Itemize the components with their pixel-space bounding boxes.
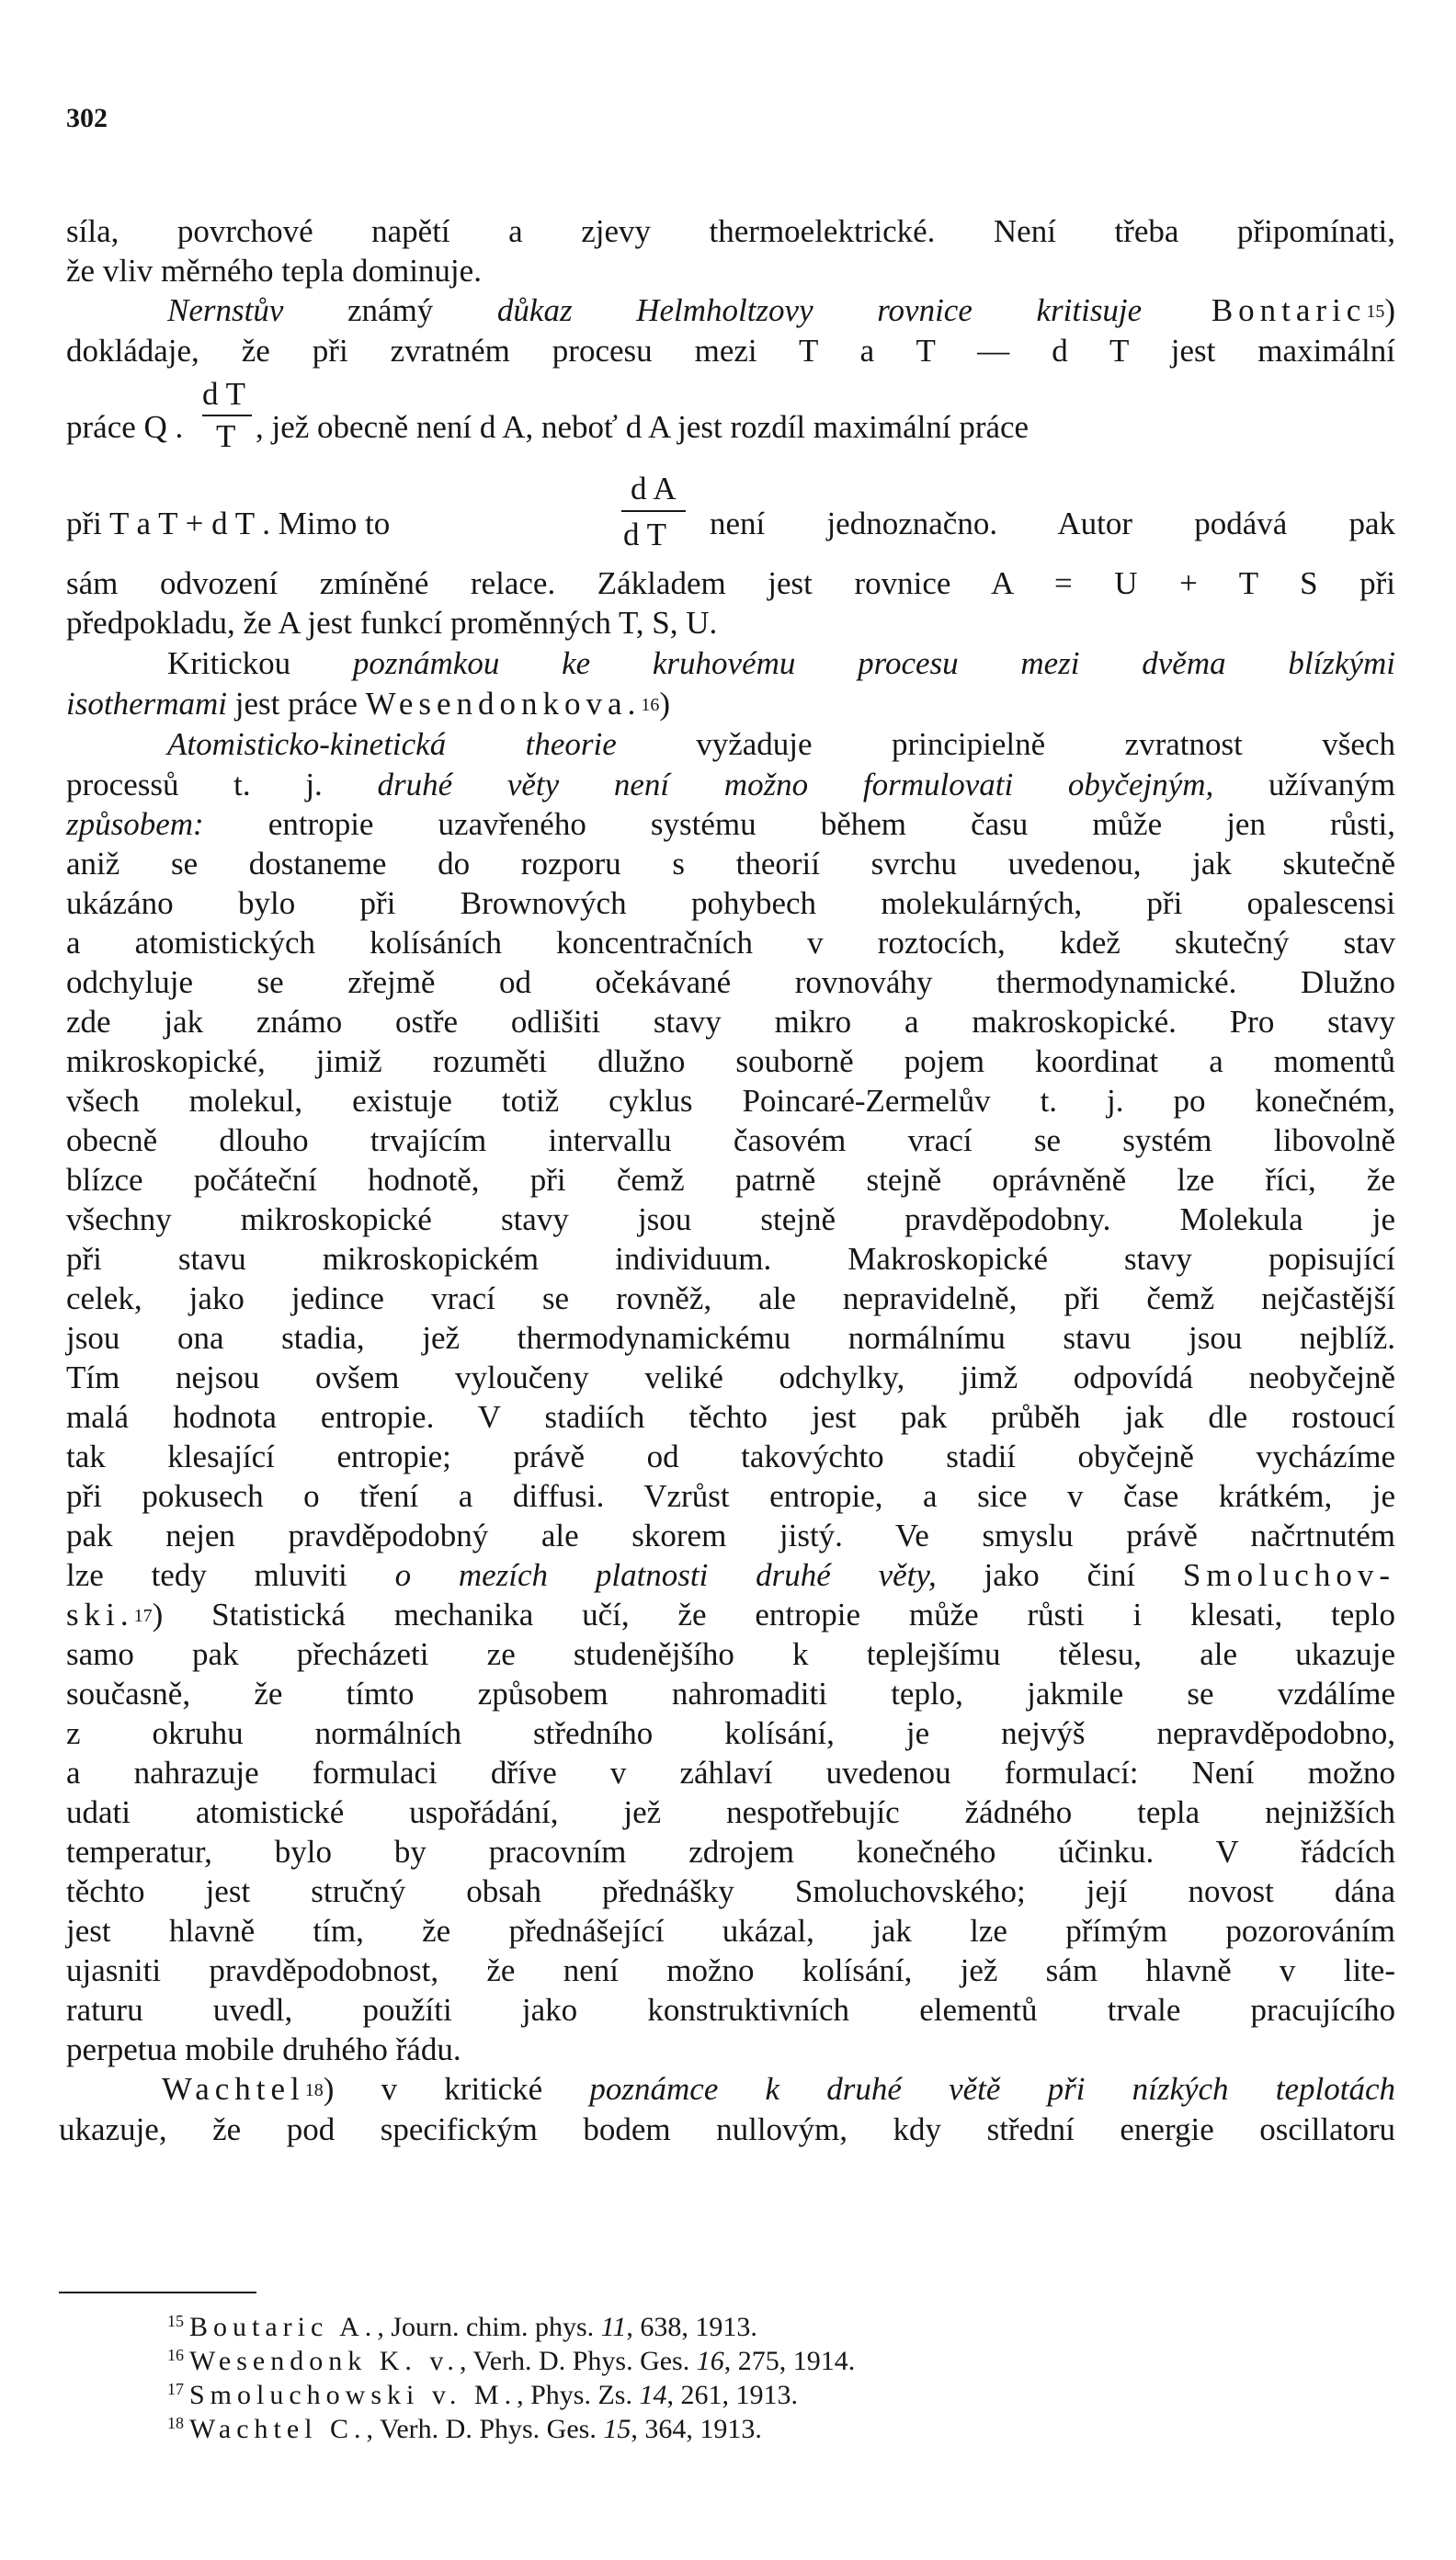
author-name: ski. — [66, 1597, 134, 1633]
footnote-source: , Phys. Zs. — [517, 2380, 640, 2410]
footnote — [167, 2413, 762, 2449]
author-name: Wachtel — [162, 2071, 305, 2107]
text-line: ukázáno bylo při Brownových pohybech molekulárných, při opalescensi — [66, 885, 1395, 921]
text-line: celek, jako jedince vrací se rovněž, ale nepravidelně, při čemž nejčastější — [66, 1280, 1395, 1316]
footnote — [167, 2311, 757, 2347]
footnote-volume: 15 — [603, 2414, 631, 2444]
text-line — [66, 767, 1395, 803]
footnote-volume: 14 — [639, 2380, 667, 2410]
emph-text: druhé věty není možno formulovati obyčejným, — [377, 767, 1214, 802]
text-line: pak nejen pravděpodobný ale skorem jistý. Ve smyslu právě načrtnutém — [66, 1518, 1395, 1553]
text-line: perpetua mobile druhého řádu. — [66, 2031, 461, 2067]
eq-text: , jež obecně není d A, neboť d A jest rozdíl maximální práce — [256, 409, 1029, 445]
text-span: užívaným — [1213, 767, 1395, 802]
footnote-pages: , 364, 1913. — [631, 2414, 762, 2444]
footnote-author: Wesendonk K. v. — [189, 2346, 460, 2376]
text-line — [66, 1557, 1395, 1594]
footnote-volume: 11 — [600, 2312, 627, 2342]
author-name: Wesendonkova. — [365, 686, 642, 722]
text-line: odchyluje se zřejmě od očekávané rovnováhy thermodynamické. Dlužno — [66, 964, 1395, 1000]
text-span: Kritickou — [167, 645, 353, 681]
text-span: ) — [659, 686, 670, 722]
author-name: Smoluchov- — [1182, 1557, 1395, 1593]
fraction-bar — [202, 415, 252, 416]
footnote — [167, 2345, 855, 2381]
text-line: z okruhu normálních středního kolísání, je nejvýš nepravděpodobno, — [66, 1715, 1395, 1751]
footnote-ref: 15 — [1366, 302, 1385, 322]
text-line: všech molekul, existuje totiž cyklus Poincaré-Zermelův t. j. po konečném, — [66, 1083, 1395, 1119]
text-line: ukazuje, že pod specifickým bodem nullovým, kdy střední energie oscillatoru — [59, 2111, 1395, 2147]
text-line: síla, povrchové napětí a zjevy thermoelektrické. Není třeba připomínati, — [66, 213, 1395, 249]
fraction-denominator: d T — [623, 517, 666, 552]
fraction-numerator: d A — [631, 471, 677, 506]
text-line: těchto jest stručný obsah přednášky Smoluchovského; její novost dána — [66, 1873, 1395, 1909]
emph-text: způsobem: — [66, 806, 204, 842]
text-line: při stavu mikroskopickém individuum. Makroskopické stavy popisující — [66, 1241, 1395, 1277]
text-line: temperatur, bylo by pracovním zdrojem konečného účinku. V řádcích — [66, 1834, 1395, 1870]
text-line: jsou ona stadia, jež thermodynamickému normálnímu stavu jsou nejblíž. — [66, 1320, 1395, 1356]
emph-text: Atomisticko-kinetická theorie — [167, 726, 617, 762]
text-span: ) — [1384, 292, 1395, 328]
text-span: vyžaduje principielně zvratnost všech — [616, 726, 1395, 762]
text-span: processů t. j. — [66, 767, 378, 802]
emph-text: důkaz Helmholtzovy rovnice kritisuje — [496, 292, 1143, 328]
text-line: Tím nejsou ovšem vyloučeny veliké odchylky, jimž odpovídá neobyčejně — [66, 1360, 1395, 1395]
text-line: při pokusech o tření a diffusi. Vzrůst entropie, a sice v čase krátkém, je — [66, 1478, 1395, 1514]
footnote-pages: , 275, 1914. — [723, 2346, 856, 2376]
fraction-numerator: d T — [202, 376, 245, 412]
footnote-number: 16 — [167, 2346, 184, 2364]
footnote-author: Boutaric A. — [189, 2312, 378, 2342]
text-span: jest práce — [227, 686, 366, 722]
text-line: že vliv měrného tepla dominuje. — [66, 253, 482, 289]
fraction-denominator: T — [216, 418, 236, 454]
text-line — [167, 645, 1395, 682]
footnote-ref: 18 — [304, 2080, 324, 2100]
emph-text: isothermami — [66, 686, 227, 722]
text-line: sám odvození zmíněné relace. Základem jest rovnice A = U + T S při — [66, 565, 1395, 601]
footnote-pages: , 638, 1913. — [626, 2312, 757, 2342]
emph-text: poznámce k druhé větě při nízkých teplotách — [589, 2071, 1395, 2107]
text-line: současně, že tímto způsobem nahromaditi teplo, jakmile se vzdálíme — [66, 1676, 1395, 1712]
text-line — [66, 806, 1395, 843]
footnote-number: 15 — [167, 2312, 184, 2330]
text-line: raturu uvedl, použíti jako konstruktivních elementů trvale pracujícího — [66, 1992, 1395, 2028]
text-line: tak klesající entropie; právě od takovýchto stadií obyčejně vycházíme — [66, 1439, 1395, 1474]
emph-text: Nernstův — [167, 292, 284, 328]
footnote-source: , Verh. D. Phys. Ges. — [366, 2414, 604, 2444]
text-line — [66, 686, 670, 722]
equation-line — [66, 372, 1395, 464]
footnote-ref: 17 — [133, 1606, 153, 1626]
text-line — [162, 2071, 1395, 2108]
footnote — [167, 2379, 798, 2415]
text-line — [66, 1597, 1395, 1633]
text-line: malá hodnota entropie. V stadiích těchto jest pak průběh jak dle rostoucí — [66, 1399, 1395, 1435]
footnote-number: 18 — [167, 2414, 184, 2432]
text-span: známý — [283, 292, 497, 328]
page-number: 302 — [66, 103, 108, 133]
text-span: ) v kritické — [323, 2071, 590, 2107]
footnote-author: Smoluchowski v. M. — [189, 2380, 518, 2410]
text-line: a atomistických kolísáních koncentračních v roztocích, kdež skutečný stav — [66, 925, 1395, 961]
text-line: dokládaje, že při zvratném procesu mezi T a T — d T jest maximální — [66, 333, 1395, 369]
fraction-bar — [621, 510, 686, 512]
footnote-divider — [59, 2292, 256, 2293]
text-line: aniž se dostaneme do rozporu s theorií svrchu uvedenou, jak skutečně — [66, 846, 1395, 882]
text-span: jako činí — [936, 1557, 1183, 1593]
footnote-volume: 16 — [696, 2346, 724, 2376]
footnote-author: Wachtel C. — [189, 2414, 367, 2444]
author-name: Bontaric — [1142, 292, 1367, 328]
text-line: samo pak přecházeti ze studenějšího k teplejšímu tělesu, ale ukazuje — [66, 1636, 1395, 1672]
footnote-ref: 16 — [641, 695, 660, 715]
emph-text: o mezích platnosti druhé věty, — [394, 1557, 937, 1593]
text-line: a nahrazuje formulaci dříve v záhlaví uvedenou formulací: Není možno — [66, 1755, 1395, 1791]
text-span: entropie uzavřeného systému během času může jen růsti, — [203, 806, 1395, 842]
text-line: obecně dlouho trvajícím intervallu časovém vrací se systém libovolně — [66, 1122, 1395, 1158]
text-span: lze tedy mluviti — [66, 1557, 395, 1593]
text-line: všechny mikroskopické stavy jsou stejně pravděpodobny. Molekula je — [66, 1201, 1395, 1237]
text-line: mikroskopické, jimiž rozuměti dlužno souborně pojem koordinat a momentů — [66, 1043, 1395, 1079]
eq-text: práce Q . — [66, 409, 184, 445]
eq-text: při T a T + d T . Mimo to — [66, 506, 391, 541]
eq-text: není jednoznačno. Autor podává pak — [710, 506, 1395, 541]
text-line: ujasniti pravděpodobnost, že není možno kolísání, jež sám hlavně v lite- — [66, 1952, 1395, 1988]
text-line: udati atomistické uspořádání, jež nespotřebujíc žádného tepla nejnižších — [66, 1794, 1395, 1830]
text-line — [167, 292, 1395, 329]
footnote-pages: , 261, 1913. — [666, 2380, 798, 2410]
text-line: předpokladu, že A jest funkcí proměnných T, S, U. — [66, 605, 718, 641]
text-span: ) Statistická mechanika učí, že entropie může růsti i klesati, teplo — [152, 1597, 1395, 1633]
emph-text: poznámkou ke kruhovému procesu mezi dvěma blízkými — [352, 645, 1396, 681]
footnote-source: , Journ. chim. phys. — [377, 2312, 601, 2342]
footnote-number: 17 — [167, 2380, 184, 2398]
text-line — [167, 726, 1395, 763]
equation-line — [66, 469, 1395, 561]
footnote-source: , Verh. D. Phys. Ges. — [459, 2346, 697, 2376]
text-line: blízce počáteční hodnotě, při čemž patrně stejně oprávněně lze říci, že — [66, 1162, 1395, 1198]
text-line: zde jak známo ostře odlišiti stavy mikro a makroskopické. Pro stavy — [66, 1004, 1395, 1040]
text-line: jest hlavně tím, že přednášející ukázal, jak lze přímým pozorováním — [66, 1913, 1395, 1949]
